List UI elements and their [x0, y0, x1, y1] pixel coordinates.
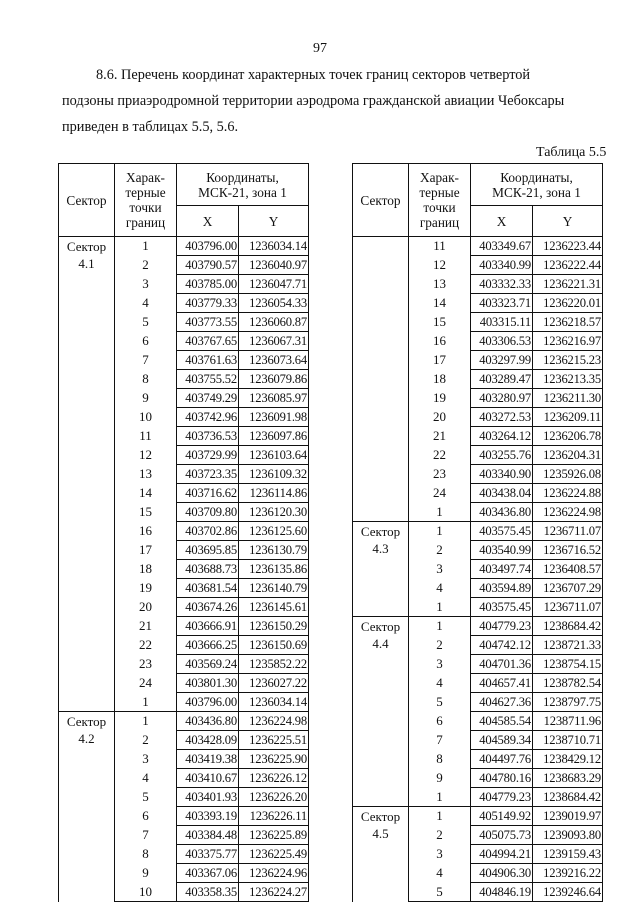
x-cell: 403688.73	[177, 560, 239, 579]
x-cell: 403569.24	[177, 655, 239, 674]
y-cell: 1236226.20	[239, 788, 309, 807]
point-cell: 1	[115, 712, 177, 731]
point-cell: 4	[115, 769, 177, 788]
x-cell: 403436.80	[471, 503, 533, 522]
y-cell: 1236067.31	[239, 332, 309, 351]
x-cell: 403280.97	[471, 389, 533, 408]
point-cell: 9	[409, 769, 471, 788]
y-cell: 1236223.44	[533, 237, 603, 256]
point-cell: 4	[409, 864, 471, 883]
table-row	[353, 617, 603, 636]
point-cell: 1	[115, 693, 177, 712]
sector-number: 4.5	[372, 826, 389, 841]
x-cell: 404701.36	[471, 655, 533, 674]
y-cell: 1238684.42	[533, 617, 603, 636]
y-cell: 1236130.79	[239, 541, 309, 560]
point-cell: 2	[115, 731, 177, 750]
x-cell: 403255.76	[471, 446, 533, 465]
x-cell: 403755.52	[177, 370, 239, 389]
y-cell: 1236034.14	[239, 237, 309, 256]
point-cell: 11	[115, 427, 177, 446]
y-cell: 1236047.71	[239, 275, 309, 294]
sector-label: Сектор	[360, 619, 401, 634]
y-cell: 1236226.11	[239, 807, 309, 826]
point-cell: 2	[115, 256, 177, 275]
header-x: X	[177, 206, 239, 237]
point-cell: 5	[115, 788, 177, 807]
y-cell: 1236060.87	[239, 313, 309, 332]
x-cell: 403438.04	[471, 484, 533, 503]
sector-number: 4.3	[372, 541, 389, 556]
x-cell: 403436.80	[177, 712, 239, 731]
point-cell: 17	[115, 541, 177, 560]
point-cell: 7	[115, 351, 177, 370]
y-cell: 1236209.11	[533, 408, 603, 427]
y-cell: 1238711.96	[533, 712, 603, 731]
sector-number: 4.1	[78, 256, 95, 271]
x-cell: 403323.71	[471, 294, 533, 313]
y-cell: 1238684.42	[533, 788, 603, 807]
point-cell: 5	[409, 693, 471, 712]
x-cell: 404657.41	[471, 674, 533, 693]
point-cell: 16	[409, 332, 471, 351]
point-cell: 7	[409, 731, 471, 750]
x-cell: 403384.48	[177, 826, 239, 845]
x-cell: 403666.25	[177, 636, 239, 655]
y-cell: 1238754.15	[533, 655, 603, 674]
x-cell: 403358.35	[177, 883, 239, 902]
x-cell: 403367.06	[177, 864, 239, 883]
y-cell: 1236206.78	[533, 427, 603, 446]
x-cell: 403666.91	[177, 617, 239, 636]
x-cell: 403723.35	[177, 465, 239, 484]
point-cell: 17	[409, 351, 471, 370]
x-cell: 404585.54	[471, 712, 533, 731]
sector-number: 4.4	[372, 636, 389, 651]
x-cell: 404497.76	[471, 750, 533, 769]
table-row	[353, 237, 603, 256]
point-cell: 13	[409, 275, 471, 294]
sector-label: Сектор	[66, 239, 107, 254]
x-cell: 403796.00	[177, 237, 239, 256]
x-cell: 403264.12	[471, 427, 533, 446]
point-cell: 1	[409, 598, 471, 617]
x-cell: 403796.00	[177, 693, 239, 712]
y-cell: 1236222.44	[533, 256, 603, 275]
point-cell: 5	[115, 313, 177, 332]
header-points: Харак- терные точки границ	[409, 164, 471, 237]
y-cell: 1236225.89	[239, 826, 309, 845]
x-cell: 403702.86	[177, 522, 239, 541]
y-cell: 1236408.57	[533, 560, 603, 579]
intro-paragraph	[62, 62, 610, 140]
x-cell: 405075.73	[471, 826, 533, 845]
x-cell: 404906.30	[471, 864, 533, 883]
point-cell: 15	[409, 313, 471, 332]
point-cell: 2	[409, 636, 471, 655]
y-cell: 1239093.80	[533, 826, 603, 845]
y-cell: 1236114.86	[239, 484, 309, 503]
header-coordinates: Координаты, МСК-21, зона 1	[471, 164, 603, 206]
point-cell: 24	[409, 484, 471, 503]
y-cell: 1236224.98	[533, 503, 603, 522]
y-cell: 1236125.60	[239, 522, 309, 541]
y-cell: 1236120.30	[239, 503, 309, 522]
x-cell: 403575.45	[471, 598, 533, 617]
x-cell: 403681.54	[177, 579, 239, 598]
header-sector: Сектор	[353, 164, 409, 237]
point-cell: 1	[409, 522, 471, 541]
y-cell: 1236224.98	[239, 712, 309, 731]
x-cell: 404742.12	[471, 636, 533, 655]
y-cell: 1236225.90	[239, 750, 309, 769]
y-cell: 1236034.14	[239, 693, 309, 712]
point-cell: 2	[409, 541, 471, 560]
coordinates-table-left	[58, 163, 309, 902]
x-cell: 403289.47	[471, 370, 533, 389]
sector-cell	[353, 522, 409, 617]
x-cell: 403340.99	[471, 256, 533, 275]
point-cell: 4	[409, 579, 471, 598]
table-row	[353, 807, 603, 826]
sector-label: Сектор	[66, 714, 107, 729]
x-cell: 403575.45	[471, 522, 533, 541]
table-caption: Таблица 5.5	[536, 145, 607, 160]
y-cell: 1236204.31	[533, 446, 603, 465]
y-cell: 1236040.97	[239, 256, 309, 275]
sector-cell	[353, 237, 409, 522]
point-cell: 5	[409, 883, 471, 902]
paragraph-line: 8.6. Перечень координат характерных точек границ секторов четвертой	[96, 67, 531, 83]
table-row	[353, 522, 603, 541]
y-cell: 1236211.30	[533, 389, 603, 408]
y-cell: 1236215.23	[533, 351, 603, 370]
page-number: 97	[313, 41, 327, 56]
point-cell: 7	[115, 826, 177, 845]
point-cell: 1	[409, 788, 471, 807]
point-cell: 21	[115, 617, 177, 636]
point-cell: 24	[115, 674, 177, 693]
y-cell: 1236150.29	[239, 617, 309, 636]
point-cell: 11	[409, 237, 471, 256]
point-cell: 23	[115, 655, 177, 674]
x-cell: 403349.67	[471, 237, 533, 256]
point-cell: 3	[115, 275, 177, 294]
x-cell: 403729.99	[177, 446, 239, 465]
point-cell: 3	[409, 655, 471, 674]
x-cell: 403393.19	[177, 807, 239, 826]
y-cell: 1236054.33	[239, 294, 309, 313]
y-cell: 1236221.31	[533, 275, 603, 294]
y-cell: 1238710.71	[533, 731, 603, 750]
x-cell: 403779.33	[177, 294, 239, 313]
point-cell: 23	[409, 465, 471, 484]
point-cell: 1	[409, 503, 471, 522]
paragraph-line: подзоны приаэродромной территории аэродрома гражданской авиации Чебоксары	[62, 93, 565, 109]
x-cell: 403742.96	[177, 408, 239, 427]
coordinates-table-right	[352, 163, 603, 902]
point-cell: 10	[115, 883, 177, 902]
point-cell: 4	[115, 294, 177, 313]
point-cell: 8	[409, 750, 471, 769]
y-cell: 1238797.75	[533, 693, 603, 712]
x-cell: 403340.90	[471, 465, 533, 484]
sector-label: Сектор	[360, 524, 401, 539]
header-points: Харак- терные точки границ	[115, 164, 177, 237]
y-cell: 1236711.07	[533, 598, 603, 617]
x-cell: 403410.67	[177, 769, 239, 788]
x-cell: 403401.93	[177, 788, 239, 807]
x-cell: 403767.65	[177, 332, 239, 351]
y-cell: 1236073.64	[239, 351, 309, 370]
table-row	[59, 237, 309, 256]
point-cell: 18	[409, 370, 471, 389]
x-cell: 403272.53	[471, 408, 533, 427]
point-cell: 8	[115, 845, 177, 864]
sector-cell	[353, 617, 409, 807]
paragraph-line: приведен в таблицах 5.5, 5.6.	[62, 119, 239, 135]
y-cell: 1236224.27	[239, 883, 309, 902]
x-cell: 403497.74	[471, 560, 533, 579]
y-cell: 1236213.35	[533, 370, 603, 389]
point-cell: 8	[115, 370, 177, 389]
x-cell: 404779.23	[471, 788, 533, 807]
y-cell: 1236140.79	[239, 579, 309, 598]
y-cell: 1238683.29	[533, 769, 603, 788]
y-cell: 1236226.12	[239, 769, 309, 788]
point-cell: 20	[409, 408, 471, 427]
y-cell: 1239019.97	[533, 807, 603, 826]
x-cell: 403695.85	[177, 541, 239, 560]
x-cell: 403540.99	[471, 541, 533, 560]
header-y: Y	[239, 206, 309, 237]
point-cell: 3	[409, 845, 471, 864]
x-cell: 403332.33	[471, 275, 533, 294]
header-coordinates: Координаты, МСК-21, зона 1	[177, 164, 309, 206]
y-cell: 1236220.01	[533, 294, 603, 313]
x-cell: 404627.36	[471, 693, 533, 712]
y-cell: 1235852.22	[239, 655, 309, 674]
point-cell: 22	[115, 636, 177, 655]
x-cell: 403761.63	[177, 351, 239, 370]
point-cell: 1	[409, 617, 471, 636]
y-cell: 1239159.43	[533, 845, 603, 864]
y-cell: 1236027.22	[239, 674, 309, 693]
sector-label: Сектор	[360, 809, 401, 824]
x-cell: 403773.55	[177, 313, 239, 332]
point-cell: 6	[115, 332, 177, 351]
x-cell: 403297.99	[471, 351, 533, 370]
x-cell: 404589.34	[471, 731, 533, 750]
y-cell: 1236218.57	[533, 313, 603, 332]
y-cell: 1236109.32	[239, 465, 309, 484]
sector-number: 4.2	[78, 731, 95, 746]
point-cell: 3	[115, 750, 177, 769]
y-cell: 1236150.69	[239, 636, 309, 655]
y-cell: 1236711.07	[533, 522, 603, 541]
y-cell: 1236091.98	[239, 408, 309, 427]
point-cell: 1	[115, 237, 177, 256]
y-cell: 1238721.33	[533, 636, 603, 655]
x-cell: 403785.00	[177, 275, 239, 294]
point-cell: 12	[115, 446, 177, 465]
y-cell: 1236224.88	[533, 484, 603, 503]
y-cell: 1236145.61	[239, 598, 309, 617]
point-cell: 14	[115, 484, 177, 503]
point-cell: 3	[409, 560, 471, 579]
x-cell: 403674.26	[177, 598, 239, 617]
point-cell: 4	[409, 674, 471, 693]
y-cell: 1236716.52	[533, 541, 603, 560]
y-cell: 1239246.64	[533, 883, 603, 902]
sector-cell	[353, 807, 409, 902]
y-cell: 1236085.97	[239, 389, 309, 408]
point-cell: 21	[409, 427, 471, 446]
point-cell: 14	[409, 294, 471, 313]
y-cell: 1236097.86	[239, 427, 309, 446]
point-cell: 22	[409, 446, 471, 465]
y-cell: 1236225.49	[239, 845, 309, 864]
point-cell: 9	[115, 389, 177, 408]
point-cell: 6	[115, 807, 177, 826]
y-cell: 1236216.97	[533, 332, 603, 351]
point-cell: 19	[409, 389, 471, 408]
x-cell: 403736.53	[177, 427, 239, 446]
y-cell: 1236224.96	[239, 864, 309, 883]
x-cell: 404994.21	[471, 845, 533, 864]
x-cell: 403801.30	[177, 674, 239, 693]
table-row	[59, 712, 309, 731]
point-cell: 15	[115, 503, 177, 522]
y-cell: 1236103.64	[239, 446, 309, 465]
point-cell: 9	[115, 864, 177, 883]
point-cell: 13	[115, 465, 177, 484]
point-cell: 1	[409, 807, 471, 826]
x-cell: 403594.89	[471, 579, 533, 598]
point-cell: 19	[115, 579, 177, 598]
x-cell: 404846.19	[471, 883, 533, 902]
x-cell: 403306.53	[471, 332, 533, 351]
x-cell: 403428.09	[177, 731, 239, 750]
point-cell: 10	[115, 408, 177, 427]
header-y: Y	[533, 206, 603, 237]
point-cell: 6	[409, 712, 471, 731]
x-cell: 404779.23	[471, 617, 533, 636]
sector-cell	[59, 237, 115, 712]
x-cell: 403375.77	[177, 845, 239, 864]
point-cell: 20	[115, 598, 177, 617]
x-cell: 403709.80	[177, 503, 239, 522]
x-cell: 403790.57	[177, 256, 239, 275]
x-cell: 403419.38	[177, 750, 239, 769]
point-cell: 2	[409, 826, 471, 845]
x-cell: 403315.11	[471, 313, 533, 332]
x-cell: 404780.16	[471, 769, 533, 788]
x-cell: 405149.92	[471, 807, 533, 826]
y-cell: 1238429.12	[533, 750, 603, 769]
y-cell: 1238782.54	[533, 674, 603, 693]
y-cell: 1236707.29	[533, 579, 603, 598]
x-cell: 403749.29	[177, 389, 239, 408]
point-cell: 16	[115, 522, 177, 541]
y-cell: 1236225.51	[239, 731, 309, 750]
y-cell: 1239216.22	[533, 864, 603, 883]
y-cell: 1236135.86	[239, 560, 309, 579]
x-cell: 403716.62	[177, 484, 239, 503]
y-cell: 1235926.08	[533, 465, 603, 484]
sector-cell	[59, 712, 115, 902]
header-x: X	[471, 206, 533, 237]
y-cell: 1236079.86	[239, 370, 309, 389]
header-sector: Сектор	[59, 164, 115, 237]
point-cell: 18	[115, 560, 177, 579]
point-cell: 12	[409, 256, 471, 275]
